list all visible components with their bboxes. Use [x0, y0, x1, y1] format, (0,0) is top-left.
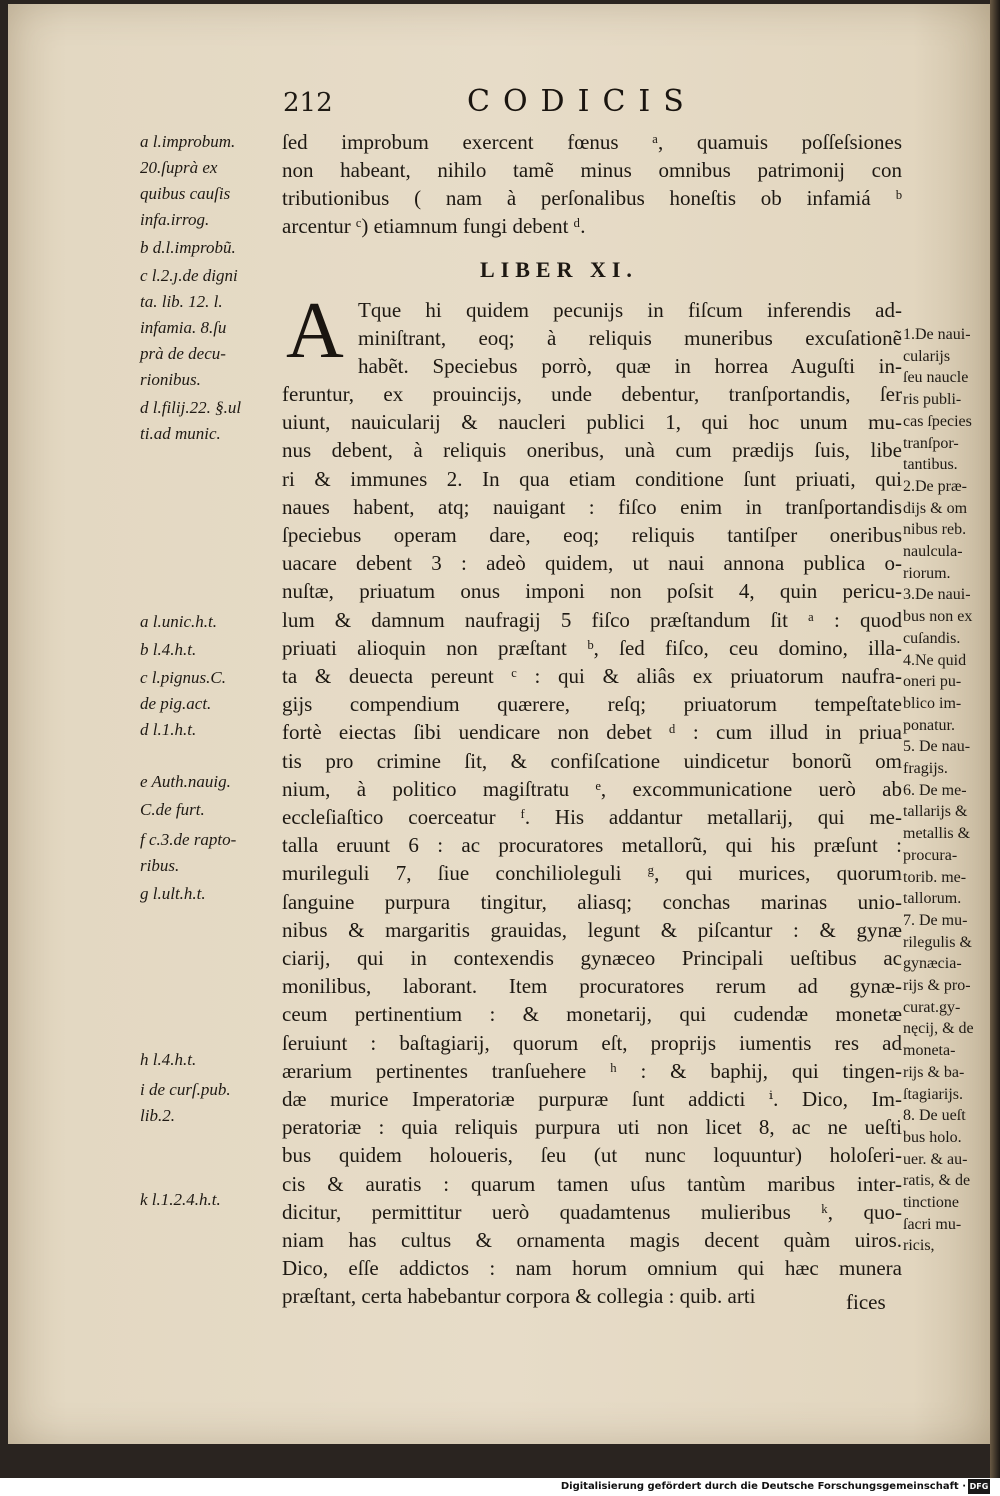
right-note: ratis, & de	[903, 1172, 971, 1190]
right-note: 3.De naui-	[903, 586, 971, 604]
left-note: d l.filij.22. §.ul	[140, 398, 242, 417]
right-note: oneri pu-	[903, 673, 962, 691]
text-line: murileguli 7, ſiue conchilioleguli ᵍ, qui murices, quorum	[282, 861, 902, 886]
left-note: lib.2.	[140, 1106, 175, 1125]
right-note: rijs & pro-	[903, 977, 971, 994]
digitization-credit: Digitalisierung gefördert durch die Deutsche Forschungsgemeinschaft ·	[560, 1481, 966, 1492]
right-note: riorum.	[903, 564, 951, 582]
right-note: ſtagiarijs.	[903, 1085, 963, 1103]
left-note: b d.l.improbũ.	[140, 238, 236, 257]
text-line: Dico, eſſe addictos : nam horum omnium qui hæc munera	[282, 1256, 902, 1281]
text-line: gijs compendium quærere, reſq; priuatorum tempeſtate	[282, 692, 902, 717]
right-note: 2.De præ-	[903, 477, 967, 495]
right-note: rijs & ba-	[903, 1063, 965, 1081]
left-note: c l.pignus.C.	[140, 668, 226, 687]
right-note: 4.Ne quid	[903, 651, 967, 669]
text-line: ſpeciebus operam dare, eoq; reliquis tantiſper oneribus	[282, 523, 902, 547]
text-line: ærarium pertinentes tranſuehere ʰ : & baphij, qui tingen-	[282, 1058, 902, 1083]
right-note: tranſpor-	[903, 434, 959, 452]
right-note: ricis,	[903, 1237, 935, 1255]
right-note: cularijs	[903, 347, 951, 365]
text-line: tis pro crimine ſit, & confiſcatione uindicetur bonorũ om	[282, 748, 902, 773]
left-note: k l.1.2.4.h.t.	[140, 1190, 221, 1209]
right-note: ris publi-	[903, 391, 962, 409]
left-note: de pig.act.	[140, 694, 212, 713]
left-note: quibus cauſis	[140, 184, 231, 203]
text-line: habẽt. Speciebus porrò, quæ in horrea Auguſti in-	[358, 354, 902, 378]
left-note: g l.ult.h.t.	[140, 884, 206, 903]
right-note: cuſandis.	[903, 629, 961, 647]
text-line: uiunt, nauicularij & naucleri publici 1, qui hoc unum mu-	[282, 410, 902, 435]
left-note: ti.ad munic.	[140, 424, 221, 443]
text-line: non habeant, nihilo tamẽ minus omnibus patrimonij con	[282, 158, 902, 182]
right-note: torib. me-	[903, 868, 967, 886]
text-line: priuati alioquin non præſtant ᵇ, ſed fiſco, ceu domino, illa-	[282, 635, 902, 660]
right-note: uer. & au-	[903, 1150, 968, 1168]
book-edge	[990, 0, 1000, 1478]
text-line: fortè eiectas ſibi uendicare non debet ᵈ : cum illud in priua	[282, 720, 902, 745]
text-line: Tque hi quidem pecunijs in fiſcum inferendis ad-	[358, 298, 902, 322]
left-note: infa.irrog.	[140, 210, 210, 229]
text-line: talla eruunt 6 : ac procuratores metallorũ, qui his præſunt :	[282, 833, 902, 858]
text-line: niam has cultus & ornamenta magis decent quàm uiros.	[282, 1228, 902, 1252]
text-line: uacare debent 3 : adeò quidem, ut naui annona publica o-	[282, 551, 902, 576]
text-line: lum & damnum naufragij 5 fiſco præſtandum ſit ᵃ : quod	[282, 607, 902, 632]
right-note: bus holo.	[903, 1128, 962, 1146]
text-line: ſed improbum exercent fœnus ᵃ, quamuis poſſeſsiones	[282, 130, 902, 154]
left-note: prà de decu-	[140, 344, 226, 363]
text-line: feruntur, ex prouincijs, unde debentur, tranſportandis, ſer	[282, 382, 902, 406]
right-note: naulcula-	[903, 543, 963, 560]
right-note: nęcij, & de	[903, 1020, 974, 1038]
right-note: blico im-	[903, 694, 962, 712]
text-line: tributionibus ( nam à perſonalibus honeſtis ob infamiá ᵇ	[282, 186, 902, 210]
text-line: monilibus, laborant. Item procuratores rerum ad gynæ-	[282, 974, 902, 999]
left-note: a l.unic.h.t.	[140, 612, 217, 631]
right-note: 6. De me-	[903, 781, 967, 799]
text-line: nibus & margaritis grauidas, legunt & piſcantur : & gynæ	[282, 917, 902, 942]
dfg-logo: DFG	[968, 1479, 990, 1494]
text-line: ſanguine purpura tingitur, aliasq; conchas marinas unio-	[282, 889, 902, 914]
right-note: nibus reb.	[903, 521, 967, 539]
right-note: 5. De nau-	[903, 738, 971, 756]
right-note: gynæcia-	[903, 955, 962, 973]
text-line: dicitur, permittitur uerò quadamtenus mulieribus ᵏ, quo-	[282, 1199, 902, 1224]
left-note: i de curſ.pub.	[140, 1080, 231, 1099]
left-note: infamia. 8.ſu	[140, 318, 227, 337]
right-note: tinctione	[903, 1194, 959, 1211]
right-note: dijs & om	[903, 499, 968, 517]
text-line: nuſtæ, priuatum onus imponi non poſsit 4, quin pericu-	[282, 579, 902, 604]
text-line: ceum pertinentium : & monetarij, qui cudendæ monetæ	[282, 1002, 902, 1027]
left-note: d l.1.h.t.	[140, 720, 197, 739]
left-note: C.de furt.	[140, 800, 205, 819]
text-line: ſeruiunt : baſtagiarij, quorum eſt, proprijs iumentis res ad	[282, 1030, 902, 1055]
text-line: miniſtrant, eoq; à reliquis muneribus excuſationẽ	[358, 326, 902, 350]
right-note: 8. De ueſt	[903, 1107, 966, 1125]
text-line: nus debent, à reliquis oneribus, unà cum prædijs ſuis, libe	[282, 438, 902, 463]
text-line: naues habent, atq; nauigant : fiſco enim in tranſportandis	[282, 494, 902, 519]
right-note: 7. De mu-	[903, 911, 968, 929]
right-note: rilegulis &	[903, 933, 972, 951]
text-line: dæ murice Imperatoriæ purpuræ ſunt addicti ⁱ. Dico, Im-	[282, 1087, 902, 1111]
text-line: ta & deuecta pereunt ᶜ : qui & aliâs ex priuatorum naufra-	[282, 664, 902, 688]
right-note: ſacri mu-	[903, 1215, 962, 1233]
left-note: ribus.	[140, 856, 180, 875]
right-note: ſeu naucle	[903, 369, 969, 387]
left-note: ta. lib. 12. l.	[140, 292, 223, 311]
text-line: arcentur ᶜ) etiamnum fungi debent ᵈ.	[282, 214, 586, 238]
left-note: a l.improbum.	[140, 132, 236, 151]
right-note: tantibus.	[903, 456, 958, 474]
text-line: nium, à politico magiſtratu ᵉ, excommunicatione uerò ab	[282, 776, 902, 801]
catchword: fices	[846, 1290, 886, 1314]
right-note: metallis &	[903, 825, 971, 843]
left-note: h l.4.h.t.	[140, 1050, 197, 1069]
section-heading: LIBER XI.	[480, 257, 638, 282]
right-note: tallarijs &	[903, 803, 968, 821]
running-title: CODICIS	[467, 84, 697, 119]
right-note: procura-	[903, 846, 958, 864]
text-line: bus quidem holoueris, ſeu (ut nunc loquuntur) holoſeri-	[282, 1143, 902, 1168]
text-line: ciarij, qui in contexendis gynæceo Principali ueſtibus ac	[282, 946, 902, 970]
left-note: b l.4.h.t.	[140, 640, 197, 659]
right-note: tallorum.	[903, 890, 962, 908]
right-note: curat.gy-	[903, 998, 961, 1016]
right-note: bus non ex	[903, 608, 973, 626]
left-note: f c.3.de rapto-	[140, 830, 237, 849]
right-note: moneta-	[903, 1042, 956, 1060]
page-number: 212	[283, 88, 333, 118]
right-note: fragijs.	[903, 760, 948, 777]
left-note: rionibus.	[140, 370, 201, 389]
right-note: 1.De naui-	[903, 326, 971, 343]
left-note: 20.ſuprà ex	[140, 158, 218, 177]
right-note: ponatur.	[903, 716, 955, 734]
right-note: cas ſpecies	[903, 412, 972, 430]
drop-cap: A	[286, 287, 344, 375]
left-note: c l.2.ȷ.de digni	[140, 266, 238, 285]
text-line: eccleſiaſtico coerceatur ᶠ. His addantur metallarij, qui me-	[282, 805, 902, 829]
left-note: e Auth.nauig.	[140, 772, 231, 791]
text-line: peratoriæ : quia reliquis purpura uti non licet 8, ac ne ueſti	[282, 1115, 902, 1140]
text-line: præſtant, certa habebantur corpora & collegia : quib. arti	[282, 1284, 756, 1309]
text-line: cis & auratis : quarum tamen uſus tantùm maribus inter-	[282, 1171, 902, 1196]
text-line: ri & immunes 2. In qua etiam conditione ſunt priuati, qui	[282, 466, 902, 491]
